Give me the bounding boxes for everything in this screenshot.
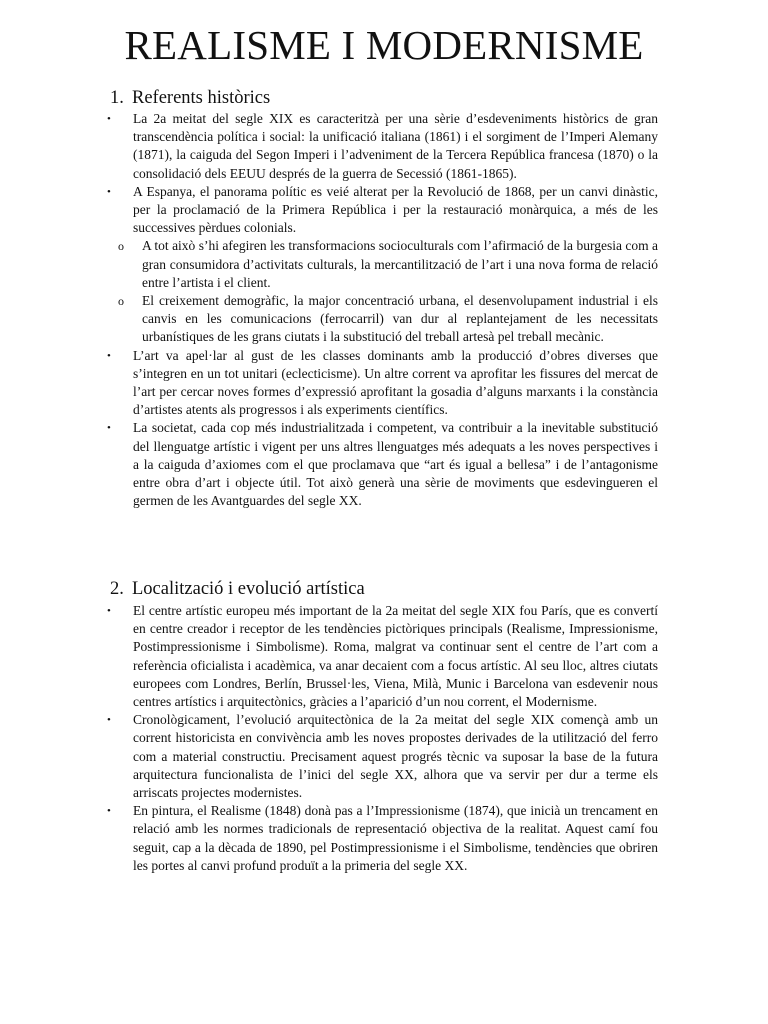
bullet-marker: • [107,805,111,818]
section-number: 2. [110,579,124,599]
paragraph-text: L’art va apel·lar al gust de les classes dominants amb la producció d’obres diverses que s’integren en un tot unitari (eclecticisme). Un altre corrent va aprofitar les fissures del mercat de l’art per cercar noves formes d’expressió aprofitant la gosadia d’alguns marxants i la constància d’artistes atents als progressos i als experiments científics. [133,347,658,418]
paragraph-text: A tot això s’hi afegiren les transformacions socioculturals com l’afirmació de la burgesia com a gran consumidora d’activitats culturals, la mercantilització de l’art i una nova forma de relació entre l’artista i el client. [142,238,658,290]
paragraph-text: La 2a meitat del segle XIX es caracteritzà per una sèrie d’esdeveniments històrics de gran transcendència política i social: la unificació italiana (1861) i el sorgiment de l’Imperi Alemany (1871), la caiguda del Segon Imperi i l’adveniment de la Tercera República francesa (1870) o la consolidació dels EEUU després de la guerra de Secessió (1861-1865). [133,111,658,181]
paragraph-text: A Espanya, el panorama polític es veié alterat per la Revolució de 1868, per un canvi dinàstic, per la proclamació de la Primera República i per la restauració monàrquica, a més de les successives pèrdues colonials. [133,183,658,236]
sub-bullet-marker: o [118,294,124,309]
list-item [107,602,658,711]
bullet-marker: • [107,349,111,362]
sub-list-item [118,237,658,292]
paragraph-text: Cronològicament, l’evolució arquitectònica de la 2a meitat del segle XIX començà amb un corrent historicista en convivència amb les noves propostes derivades de la utilització del ferro com a material constructiu. Precisament aquest progrés tècnic va suposar la base de la futura arquitectura funcionalista de l’inici del segle XX, alhora que va servir per dur a terme els arriscats projectes modernistes. [133,712,658,801]
section-title: Localització i evolució artística [132,579,365,599]
section-number: 1. [110,88,124,108]
list-item [107,183,658,238]
list-item [107,419,658,510]
bullet-marker: • [107,185,111,198]
bullet-marker: • [107,605,111,617]
list-item [107,110,658,183]
paragraph-text: En pintura, el Realisme (1848) donà pas a l’Impressionisme (1874), que inicià un trencament en relació amb les normes tradicionals de representació objectiva de la realitat. Aquest camí fou seguit, cap a la dècada de 1890, pel Postimpressionisme i el Simbolisme, tendències que obriren les portes al canvi profund produït a la primeria del segle XX. [133,803,658,873]
list-item [107,711,658,802]
section-2-list [0,602,768,875]
sub-list-item [118,292,658,347]
bullet-marker: • [107,113,111,125]
section-title: Referents històrics [132,88,271,108]
page-title: REALISME I MODERNISME [124,22,644,68]
paragraph-text: La societat, cada cop més industrialitzada i competent, va contribuir a la inevitable substitució del llenguatge artístic i vigent per uns altres llenguatges més adequats a les noves perspectives i a la caiguda d’axiomes com el que proclamava que “art és igual a bellesa” i de l’antagonisme entre obra d’art i objecte útil. Tot això generà una sèrie de moviments que esdevingueren el germen de les Avantguardes del segle XX. [133,420,658,509]
section-heading-2 [110,577,365,601]
paragraph-text: El centre artístic europeu més important de la 2a meitat del segle XIX fou París, que es convertí en centre creador i receptor de les tendències pictòriques principals (Realisme, Impressionisme, Postimpressionisme i Simbolisme). Roma, malgrat va continuar sent el centre de l’art com a referència oficialista i acadèmica, va anar decaient com a focus artístic. Al seu lloc, altres ciutats europees com Londres, Berlín, Brussel·les, Viena, Milà, Munic i Barcelona van esdevenir nous centres artístics i arquitectònics, gràcies a l’aparició d’un nou corrent, el Modernisme. [133,603,658,710]
section-heading-1 [110,86,270,110]
list-item [107,802,658,875]
paragraph-text: El creixement demogràfic, la major concentració urbana, el desenvolupament industrial i els canvis en les comunicacions (ferrocarril) van dur al replantejament de les necessitats urbanístiques de les grans ciutats i la substitució del treball artesà pel treball mecànic. [142,293,658,345]
bullet-marker: • [107,422,111,435]
section-1-list [0,110,768,510]
bullet-marker: • [107,714,111,727]
sub-bullet-marker: o [118,239,124,254]
list-item [107,347,658,420]
